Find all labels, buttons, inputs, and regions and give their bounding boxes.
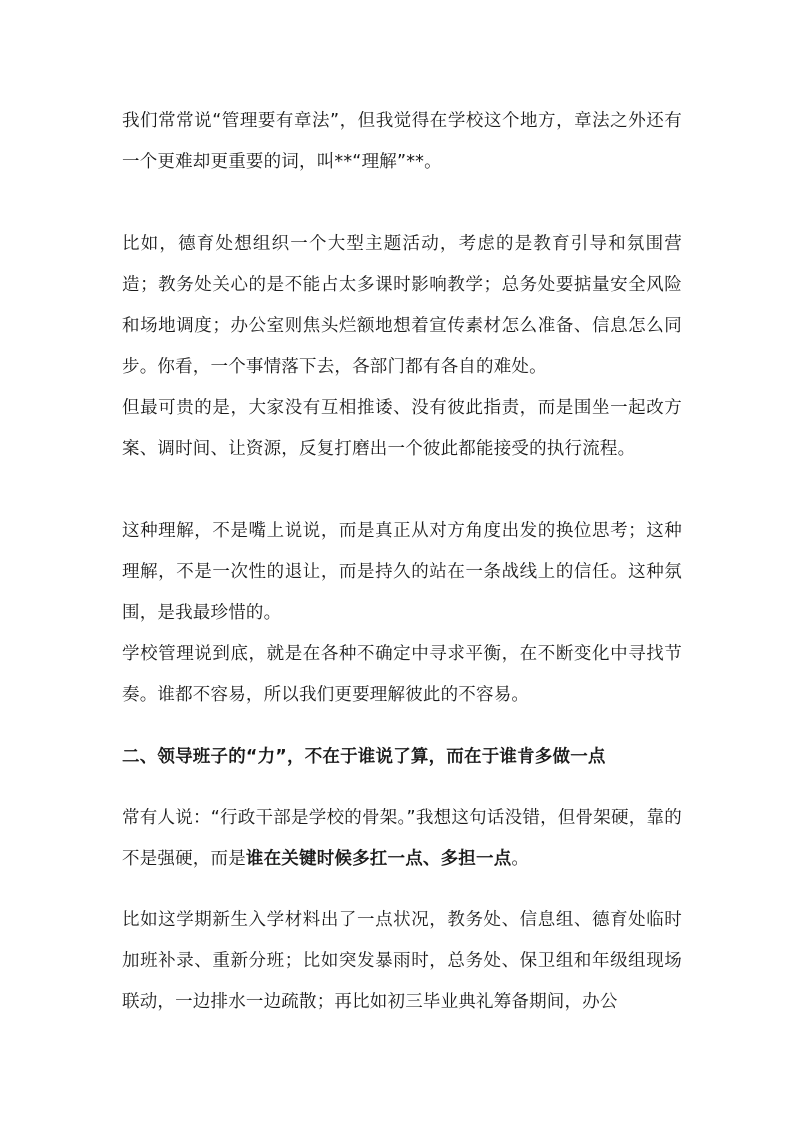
paragraph-balance: 学校管理说到底，就是在各种不确定中寻求平衡，在不断变化中寻找节奏。谁都不容易，所以我们更要理解彼此的不容易。: [122, 644, 682, 705]
paragraph-skeleton-suffix: 。: [511, 849, 530, 869]
paragraph-departments: 比如，德育处想组织一个大型主题活动，考虑的是教育引导和氛围营造；教务处关心的是不能占太多课时影响教学；总务处要掂量安全风险和场地调度；办公室则焦头烂额地想着宣传素材怎么准备、信息怎么同步。你看，一个事情落下去，各部门都有各自的难处。: [122, 234, 682, 377]
paragraph-skeleton-bold: 谁在关键时候多扛一点、多担一点: [245, 849, 512, 869]
section-heading: 二、领导班子的“力”，不在于谁说了算，而在于谁肯多做一点: [122, 747, 606, 767]
paragraph-understanding: 我们常常说“管理要有章法”，但我觉得在学校这个地方，章法之外还有一个更难却更重要的词，叫**“理解”**。: [122, 111, 682, 172]
paragraph-examples: 比如这学期新生入学材料出了一点状况，教务处、信息组、德育处临时加班补录、重新分班；比如突发暴雨时，总务处、保卫组和年级组现场联动，一边排水一边疏散；再比如初三毕业典礼筹备期间，办公: [122, 910, 682, 1012]
paragraph-skeleton: [122, 798, 682, 880]
paragraph-cooperation: 但最可贵的是，大家没有互相推诿、没有彼此指责，而是围坐一起改方案、调时间、让资源，反复打磨出一个彼此都能接受的执行流程。: [122, 398, 682, 459]
paragraph-empathy: 这种理解，不是嘴上说说，而是真正从对方角度出发的换位思考；这种理解，不是一次性的退让，而是持久的站在一条战线上的信任。这种氛围，是我最珍惜的。: [122, 521, 682, 623]
paragraph-skeleton-prefix: 常有人说：“行政干部是学校的骨架。”我想这句话没错，但骨架硬，靠的不是强硬，而是: [122, 808, 682, 869]
